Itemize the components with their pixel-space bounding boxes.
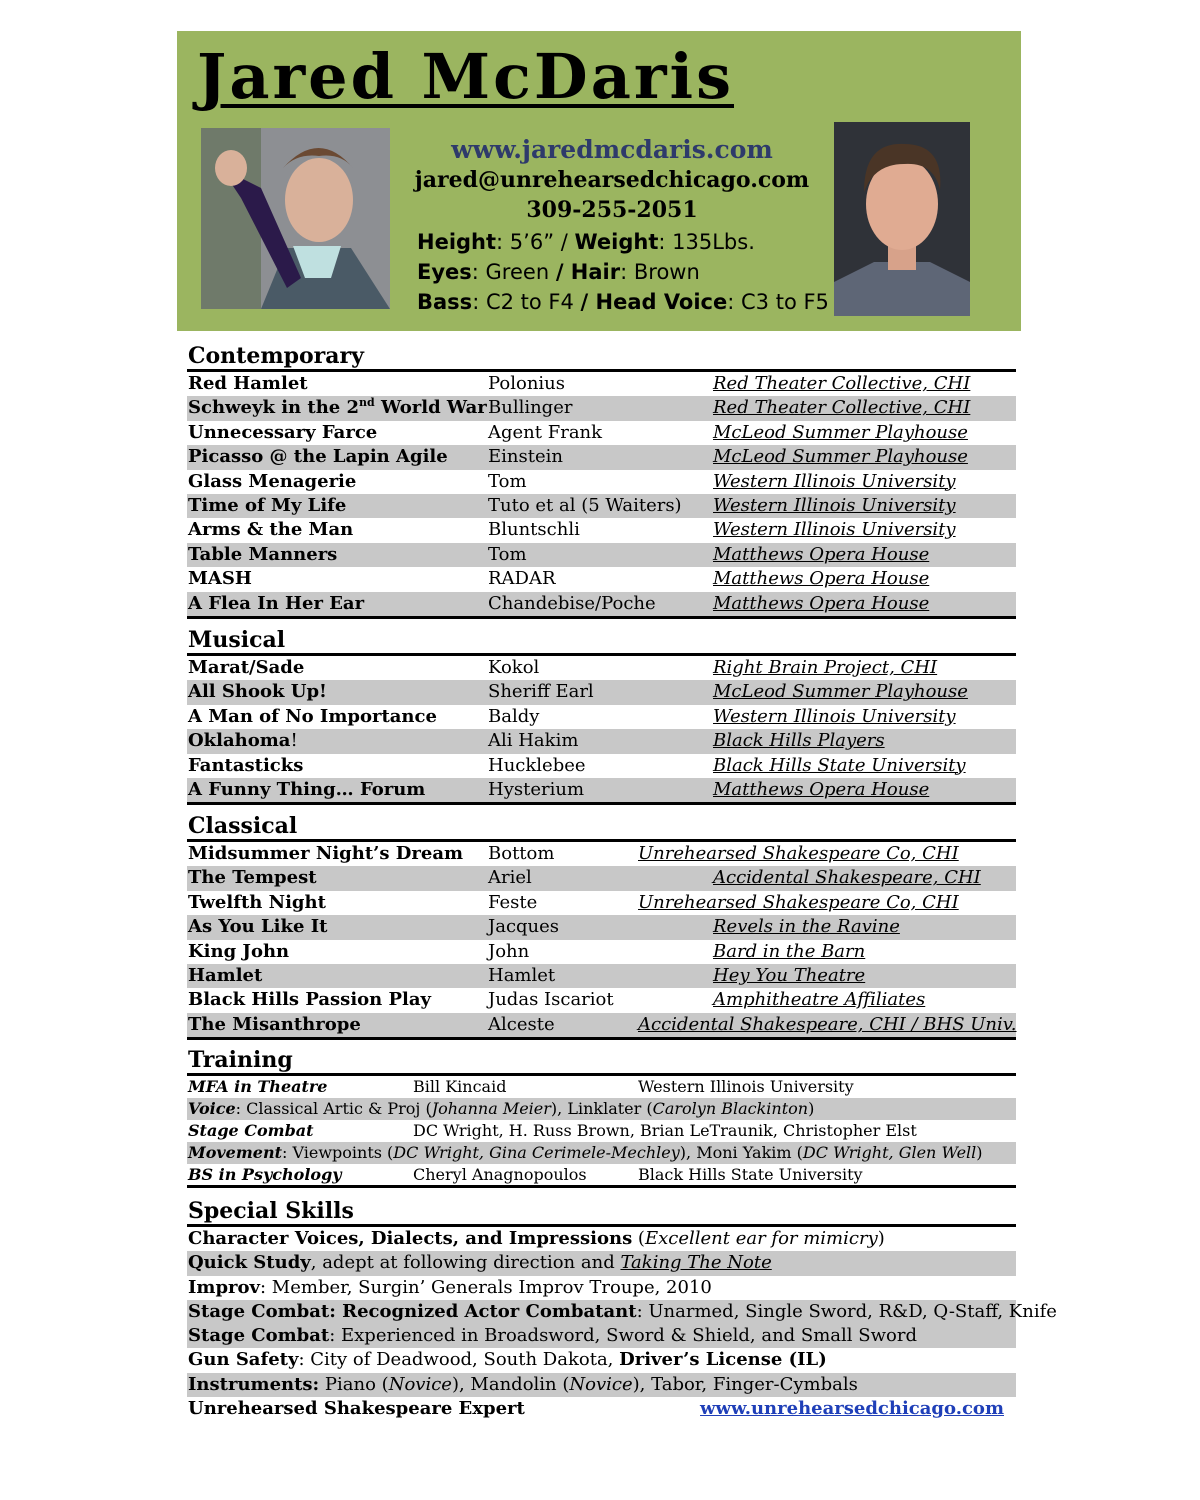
credit-row: The Misanthrope Alceste Accidental Shakespeare, CHI / BHS Univ. <box>187 1013 1016 1037</box>
training-row-voice: Voice: Classical Artic & Proj (Johanna Meier), Linklater (Carolyn Blackinton) <box>187 1098 1016 1120</box>
credit-row: MASH RADAR Matthews Opera House <box>188 568 930 590</box>
headshot-tie-photo <box>201 128 390 309</box>
training-row-movement: Movement: Viewpoints (DC Wright, Gina Cerimele-Mechley), Moni Yakim (DC Wright, Glen Well) <box>187 1142 1016 1164</box>
skills-heading: Special Skills <box>188 1198 354 1224</box>
skill-row: Quick Study, adept at following direction and Taking The Note <box>187 1251 1016 1275</box>
musical-heading: Musical <box>188 627 286 653</box>
credit-row: Black Hills Passion Play Judas Iscariot Amphitheatre Affiliates <box>188 989 926 1011</box>
skill-row: Unrehearsed Shakespeare Expert www.unrehearsedchicago.com <box>187 1397 1016 1421</box>
company-website-link[interactable]: www.unrehearsedchicago.com <box>700 1398 1004 1420</box>
skills-section <box>187 1198 1057 1421</box>
skill-row: Character Voices, Dialects, and Impressions (Excellent ear for mimicry) <box>188 1228 885 1249</box>
physical-stats <box>417 227 829 317</box>
email-address[interactable]: jared@unrehearsedchicago.com <box>414 167 810 193</box>
headshot-portrait-photo <box>834 122 970 316</box>
skill-row: Instruments: Piano (Novice), Mandolin (Novice), Tabor, Finger-Cymbals <box>187 1373 1016 1397</box>
credit-row: Fantasticks Hucklebee Black Hills State University <box>188 754 966 776</box>
credit-row: A Flea In Her Ear Chandebise/Poche Matthews Opera House <box>187 592 1016 616</box>
musical-section <box>187 627 1016 805</box>
credit-row: Glass Menagerie Tom Western Illinois University <box>188 470 956 492</box>
contact-block <box>412 135 812 225</box>
credit-row: Hamlet Hamlet Hey You Theatre <box>187 964 1016 988</box>
classical-section <box>187 813 1016 1040</box>
skill-row: Gun Safety: City of Deadwood, South Dakota, Driver’s License (IL) <box>188 1349 827 1371</box>
height-weight-line: Height: 5’6” / Weight: 135Lbs. <box>417 230 755 254</box>
credit-row: Oklahoma! Ali Hakim Black Hills Players <box>187 729 1016 753</box>
credit-row: Arms & the Man Bluntschli Western Illinois University <box>188 519 956 541</box>
credit-row: Schweyk in the 2nd World War Bullinger Red Theater Collective, CHI <box>187 396 1016 420</box>
website-link[interactable]: www.jaredmcdaris.com <box>451 135 773 164</box>
credit-row: All Shook Up! Sheriff Earl McLeod Summer Playhouse <box>187 680 1016 704</box>
credit-row: As You Like It Jacques Revels in the Ravine <box>187 915 1016 939</box>
phone-number: 309-255-2051 <box>526 197 698 223</box>
credit-row: Midsummer Night’s Dream Bottom Unrehearsed Shakespeare Co, CHI <box>188 843 959 864</box>
credit-row: The Tempest Ariel Accidental Shakespeare, CHI <box>187 866 1016 890</box>
actor-name: Jared McDaris <box>197 40 734 113</box>
credit-row: Twelfth Night Feste Unrehearsed Shakespeare Co, CHI <box>188 891 959 913</box>
credit-row: A Funny Thing… Forum Hysterium Matthews Opera House <box>187 778 1016 802</box>
contemporary-section <box>187 343 1016 619</box>
contemporary-heading: Contemporary <box>188 343 364 369</box>
credit-row: Red Hamlet Polonius Red Theater Collective, CHI <box>188 373 971 394</box>
training-row-bs: BS in Psychology Cheryl Anagnopoulos Black Hills State University <box>188 1164 863 1184</box>
skill-row: Improv: Member, Surgin’ Generals Improv Troupe, 2010 <box>188 1276 712 1298</box>
training-heading: Training <box>188 1047 293 1073</box>
classical-heading: Classical <box>188 813 298 839</box>
skill-row: Stage Combat: Experienced in Broadsword, Sword & Shield, and Small Sword <box>187 1324 1016 1348</box>
credit-row: Marat/Sade Kokol Right Brain Project, CHI <box>188 657 938 678</box>
credit-row: A Man of No Importance Baldy Western Illinois University <box>188 705 956 727</box>
skill-row: Stage Combat: Recognized Actor Combatant: Unarmed, Single Sword, R&D, Q-Staff, Knife <box>187 1300 1016 1324</box>
credit-row: Picasso @ the Lapin Agile Einstein McLeod Summer Playhouse <box>187 445 1016 469</box>
credit-row: Unnecessary Farce Agent Frank McLeod Summer Playhouse <box>188 421 968 443</box>
training-section <box>187 1047 1016 1188</box>
voice-range-line: Bass: C2 to F4 / Head Voice: C3 to F5 <box>417 290 829 314</box>
training-row-combat: Stage Combat DC Wright, H. Russ Brown, Brian LeTraunik, Christopher Elst <box>188 1120 917 1140</box>
training-row-mfa: MFA in Theatre Bill Kincaid Western Illinois University <box>188 1077 854 1096</box>
eyes-hair-line: Eyes: Green / Hair: Brown <box>417 260 700 284</box>
credit-row: Time of My Life Tuto et al (5 Waiters) Western Illinois University <box>187 494 1016 518</box>
credit-row: King John John Bard in the Barn <box>188 940 866 962</box>
header-banner <box>177 31 1021 331</box>
credit-row: Table Manners Tom Matthews Opera House <box>187 543 1016 567</box>
